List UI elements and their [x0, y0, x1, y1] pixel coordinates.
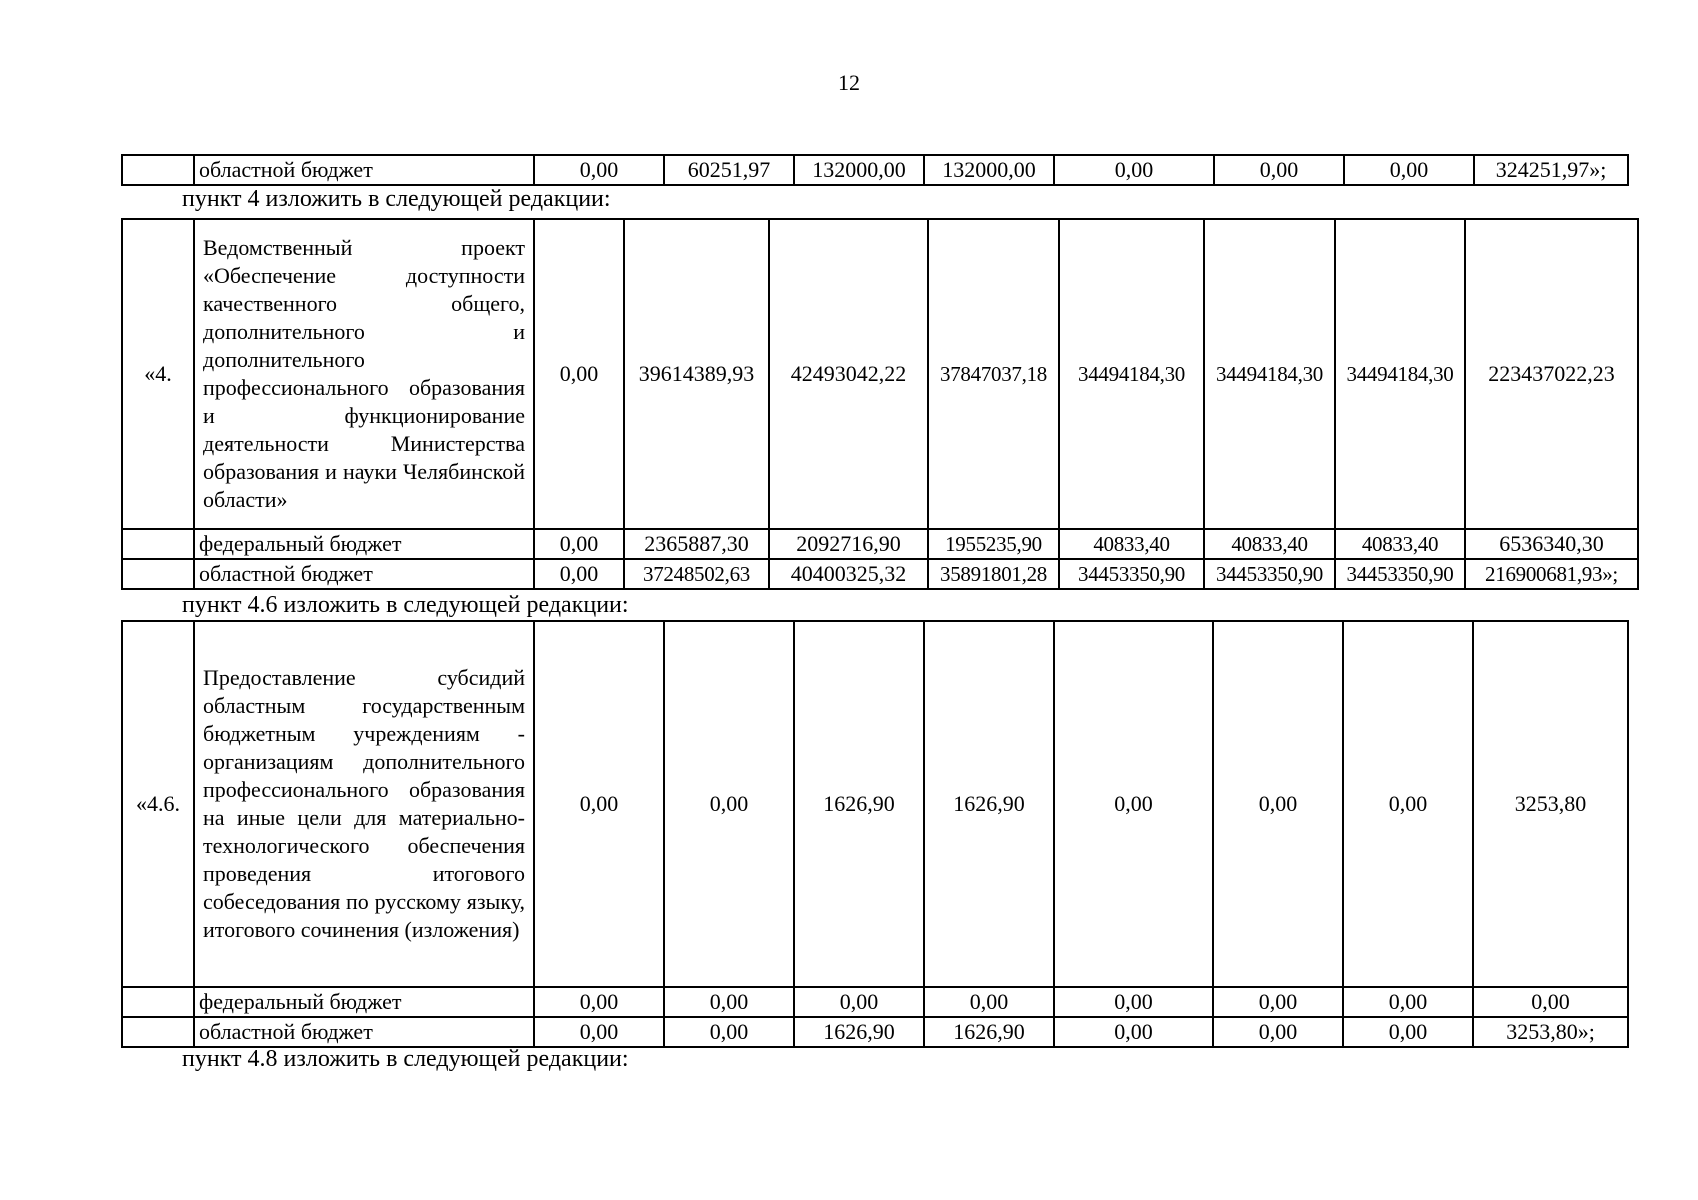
value-cell: 132000,00: [794, 155, 924, 185]
value-cell: 3253,80: [1473, 621, 1628, 987]
value-cell: 37248502,63: [624, 559, 769, 589]
value-cell: 42493042,22: [769, 219, 928, 529]
value-cell: 1626,90: [794, 621, 924, 987]
value-cell: 0,00: [534, 529, 624, 559]
value-cell: 40833,40: [1335, 529, 1465, 559]
value-cell: 0,00: [794, 987, 924, 1017]
instruction-text: пункт 4.8 изложить в следующей редакции:: [182, 1046, 629, 1072]
value-cell: 34494184,30: [1335, 219, 1465, 529]
value-cell: 0,00: [1054, 1017, 1213, 1047]
value-cell: 0,00: [1054, 621, 1213, 987]
value-cell: 223437022,23: [1465, 219, 1638, 529]
table-row: [122, 219, 1638, 529]
instruction-text: пункт 4.6 изложить в следующей редакции:: [182, 592, 629, 618]
value-cell: 40833,40: [1059, 529, 1204, 559]
value-cell: 37847037,18: [928, 219, 1059, 529]
value-cell: 0,00: [534, 559, 624, 589]
value-cell: 324251,97»;: [1474, 155, 1628, 185]
value-cell: 0,00: [1344, 155, 1474, 185]
value-cell: 1626,90: [924, 1017, 1054, 1047]
value-cell: 39614389,93: [624, 219, 769, 529]
value-cell: 0,00: [1213, 987, 1343, 1017]
value-cell: 0,00: [534, 987, 664, 1017]
value-cell: 0,00: [1054, 155, 1214, 185]
value-cell: 2092716,90: [769, 529, 928, 559]
value-cell: 0,00: [664, 1017, 794, 1047]
value-cell: 35891801,28: [928, 559, 1059, 589]
row-name: областной бюджет: [194, 155, 534, 185]
row-name: Ведомственный проект «Обеспечение доступности качественного общего, дополнительного и дополнительного профессионального образования и функционирование деятельности Министерства образования и науки Челябинской области»: [194, 219, 534, 529]
row-name: областной бюджет: [194, 1017, 534, 1047]
value-cell: 0,00: [534, 621, 664, 987]
row-name: Предоставление субсидий областным государственным бюджетным учреждениям - организациям дополнительного профессионального образования на иные цели для материально-технологического обеспечения проведения итогового собеседования по русскому языку, итогового сочинения (изложения): [194, 621, 534, 987]
value-cell: 40833,40: [1204, 529, 1335, 559]
value-cell: 0,00: [664, 987, 794, 1017]
table-row: [122, 987, 1628, 1017]
row-number: [122, 529, 194, 559]
value-cell: 0,00: [1054, 987, 1213, 1017]
row-number: [122, 1017, 194, 1047]
value-cell: 0,00: [1343, 621, 1473, 987]
budget-table-2: [121, 218, 1639, 590]
row-number: [122, 559, 194, 589]
row-number: «4.: [122, 219, 194, 529]
value-cell: 0,00: [1343, 987, 1473, 1017]
row-name: областной бюджет: [194, 559, 534, 589]
value-cell: 0,00: [534, 219, 624, 529]
value-cell: 1955235,90: [928, 529, 1059, 559]
value-cell: 34494184,30: [1059, 219, 1204, 529]
value-cell: 34494184,30: [1204, 219, 1335, 529]
table-row: [122, 529, 1638, 559]
value-cell: 0,00: [534, 1017, 664, 1047]
value-cell: 0,00: [534, 155, 664, 185]
value-cell: 0,00: [1214, 155, 1344, 185]
value-cell: 1626,90: [924, 621, 1054, 987]
value-cell: 0,00: [1213, 1017, 1343, 1047]
value-cell: 34453350,90: [1204, 559, 1335, 589]
value-cell: 0,00: [1213, 621, 1343, 987]
value-cell: 6536340,30: [1465, 529, 1638, 559]
budget-table-3: [121, 620, 1629, 1048]
value-cell: 0,00: [1473, 987, 1628, 1017]
value-cell: 0,00: [924, 987, 1054, 1017]
page-number: 12: [838, 70, 860, 95]
value-cell: 1626,90: [794, 1017, 924, 1047]
value-cell: 40400325,32: [769, 559, 928, 589]
row-name: федеральный бюджет: [194, 987, 534, 1017]
value-cell: 216900681,93»;: [1465, 559, 1638, 589]
row-number: [122, 155, 194, 185]
value-cell: 0,00: [1343, 1017, 1473, 1047]
row-number: «4.6.: [122, 621, 194, 987]
table-row: [122, 155, 1628, 185]
table-row: [122, 621, 1628, 987]
value-cell: 34453350,90: [1059, 559, 1204, 589]
value-cell: 60251,97: [664, 155, 794, 185]
row-name: федеральный бюджет: [194, 529, 534, 559]
table-row: [122, 559, 1638, 589]
table-row: [122, 1017, 1628, 1047]
value-cell: 2365887,30: [624, 529, 769, 559]
value-cell: 132000,00: [924, 155, 1054, 185]
instruction-text: пункт 4 изложить в следующей редакции:: [182, 186, 611, 212]
value-cell: 3253,80»;: [1473, 1017, 1628, 1047]
budget-table-1: [121, 154, 1629, 186]
value-cell: 34453350,90: [1335, 559, 1465, 589]
value-cell: 0,00: [664, 621, 794, 987]
row-number: [122, 987, 194, 1017]
